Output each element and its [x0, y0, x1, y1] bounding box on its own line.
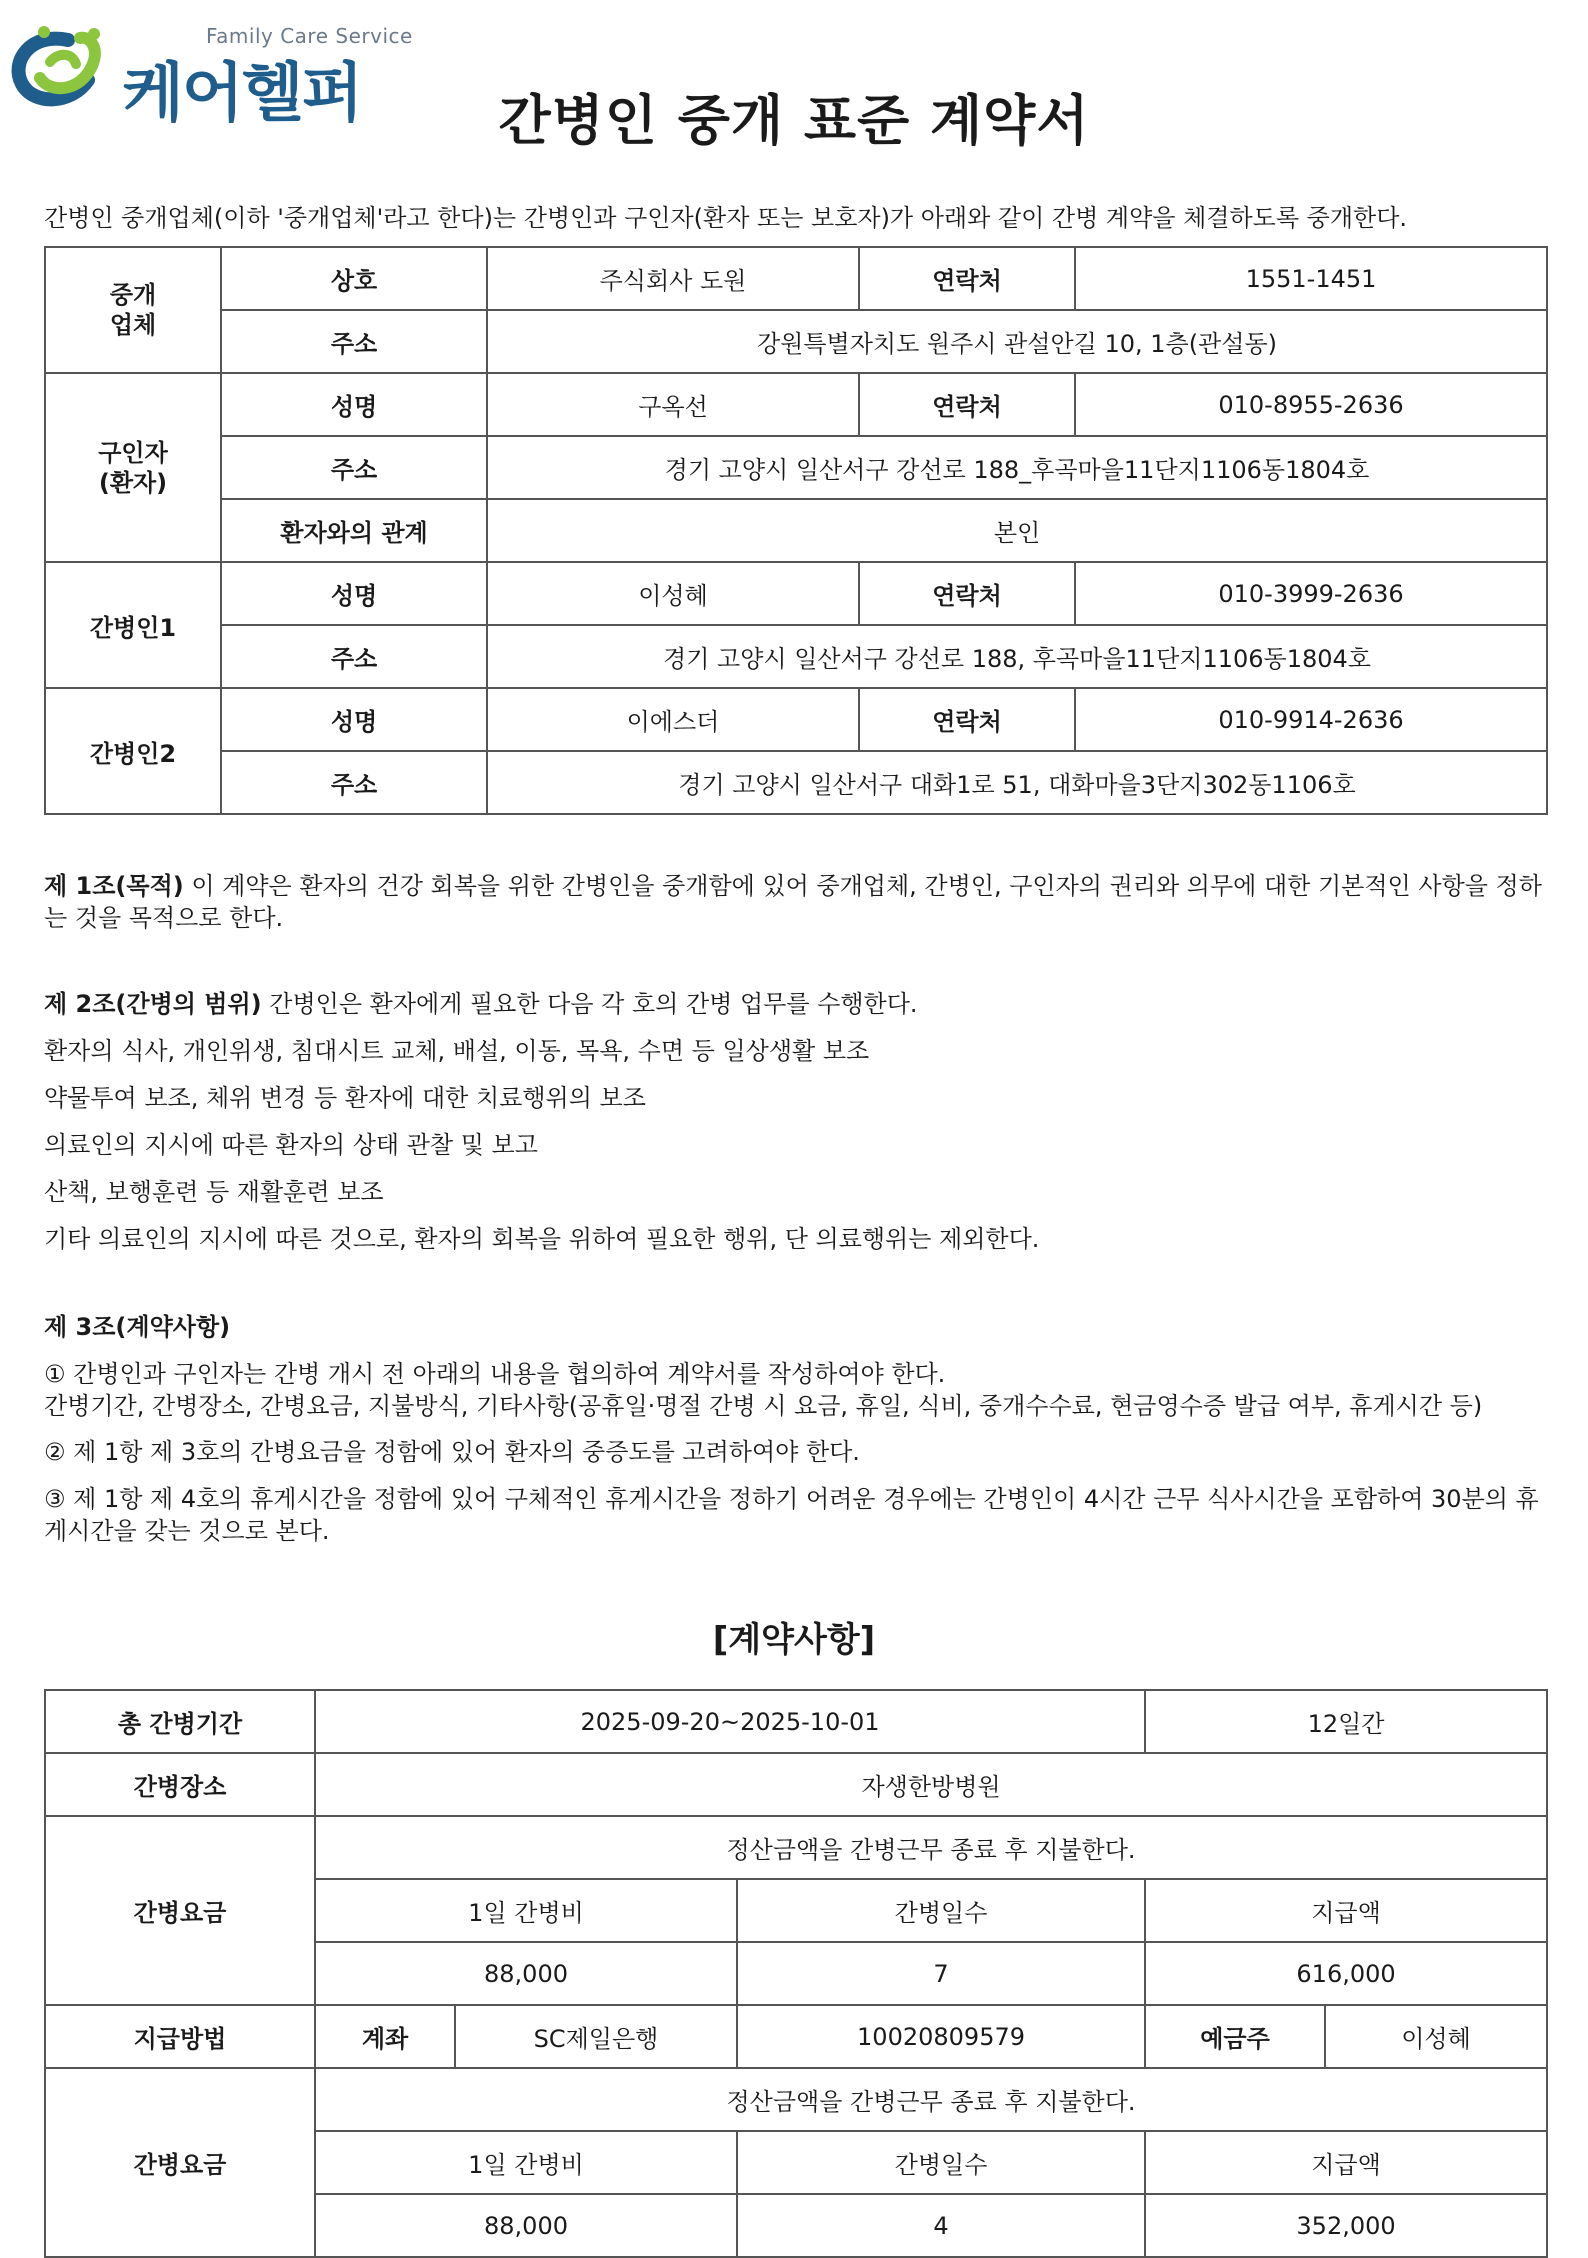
document-title: 간병인 중개 표준 계약서 — [498, 89, 1090, 152]
broker-name: 주식회사 도원 — [487, 247, 859, 310]
client-relation: 본인 — [487, 499, 1547, 562]
intro-text: 간병인 중개업체(이하 '중개업체'라고 한다)는 간병인과 구인자(환자 또는 보호자)가 아래와 같이 간병 계약을 체결하도록 중개한다. — [44, 204, 1408, 232]
place-label: 간병장소 — [45, 1753, 315, 1816]
article-2 — [44, 988, 1546, 1020]
article-3-para-3: ③ 제 1항 제 4호의 휴게시간을 정함에 있어 구체적인 휴게시간을 정하기 어려운 경우에는 간병인이 4시간 근무 식사시간을 포함하여 30분의 휴게시간을 갖는 것으로 본다. — [44, 1485, 1539, 1545]
article-2-item: 약물투여 보조, 체위 변경 등 환자에 대한 치료행위의 보조 — [44, 1084, 646, 1112]
parties-table — [44, 246, 1548, 815]
article-1-heading: 제 1조(목적) — [44, 872, 184, 900]
table-row — [45, 562, 1547, 625]
caregiver2-contact: 010-9914-2636 — [1075, 688, 1547, 751]
article-3-para-2: ② 제 1항 제 3호의 간병요금을 정함에 있어 환자의 중증도를 고려하여야 한다. — [44, 1438, 860, 1466]
article-3-para-1 — [44, 1358, 1546, 1422]
client-contact-label: 연락처 — [859, 373, 1075, 436]
article-2-heading: 제 2조(간병의 범위) — [44, 990, 262, 1018]
fee-daily: 88,000 — [315, 1942, 737, 2005]
fee2-amount: 352,000 — [1145, 2194, 1547, 2257]
article-3-para-1b: 간병기간, 간병장소, 간병요금, 지불방식, 기타사항(공휴일·명절 간병 시 요금, 휴일, 식비, 중개수수료, 현금영수증 발급 여부, 휴게시간 등) — [44, 1392, 1483, 1420]
fee2-days: 4 — [737, 2194, 1145, 2257]
article-2-item: 기타 의료인의 지시에 따른 것으로, 환자의 회복을 위하여 필요한 행위, 단 의료행위는 제외한다. — [44, 1225, 1040, 1253]
article-1 — [44, 870, 1546, 934]
brand-name: 케어헬퍼 — [122, 57, 362, 131]
broker-contact: 1551-1451 — [1075, 247, 1547, 310]
table-row — [45, 436, 1547, 499]
fee2-label: 간병요금 — [45, 2068, 315, 2257]
table-row — [45, 751, 1547, 814]
fee-label: 간병요금 — [45, 1816, 315, 2005]
caregiver1-address-label: 주소 — [221, 625, 487, 688]
table-row — [45, 1753, 1547, 1816]
table-row — [45, 2068, 1547, 2131]
client-name-label: 성명 — [221, 373, 487, 436]
fee2-col-daily: 1일 간병비 — [315, 2131, 737, 2194]
period-days: 12일간 — [1145, 1690, 1547, 1753]
client-address: 경기 고양시 일산서구 강선로 188_후곡마을11단지1106동1804호 — [487, 436, 1547, 499]
fee2-note: 정산금액을 간병근무 종료 후 지불한다. — [315, 2068, 1547, 2131]
caregiver1-label: 간병인1 — [45, 562, 221, 688]
article-3-heading — [44, 1311, 1546, 1343]
fee-col-days: 간병일수 — [737, 1879, 1145, 1942]
holder-label: 예금주 — [1145, 2005, 1325, 2068]
article-2-item: 의료인의 지시에 따른 환자의 상태 관찰 및 보고 — [44, 1131, 538, 1159]
caregiver2-address: 경기 고양시 일산서구 대화1로 51, 대화마을3단지302동1106호 — [487, 751, 1547, 814]
place-value: 자생한방병원 — [315, 1753, 1547, 1816]
table-row — [45, 247, 1547, 310]
holder-name: 이성혜 — [1325, 2005, 1547, 2068]
caregiver2-address-label: 주소 — [221, 751, 487, 814]
article-2-item: 산책, 보행훈련 등 재활훈련 보조 — [44, 1178, 384, 1206]
fee2-col-days: 간병일수 — [737, 2131, 1145, 2194]
table-row — [45, 373, 1547, 436]
broker-address-label: 주소 — [221, 310, 487, 373]
caregiver1-contact-label: 연락처 — [859, 562, 1075, 625]
broker-contact-label: 연락처 — [859, 247, 1075, 310]
fee2-col-amount: 지급액 — [1145, 2131, 1547, 2194]
account-label: 계좌 — [315, 2005, 455, 2068]
article-1-body: 이 계약은 환자의 건강 회복을 위한 간병인을 중개함에 있어 중개업체, 간병인, 구인자의 권리와 의무에 대한 기본적인 사항을 정하는 것을 목적으로 한다. — [44, 872, 1542, 932]
contract-section-title: [계약사항] — [712, 1620, 876, 1660]
fee-amount: 616,000 — [1145, 1942, 1547, 2005]
caregiver1-contact: 010-3999-2636 — [1075, 562, 1547, 625]
fee2-daily: 88,000 — [315, 2194, 737, 2257]
client-label: 구인자 (환자) — [45, 373, 221, 562]
broker-address: 강원특별자치도 원주시 관설안길 10, 1층(관설동) — [487, 310, 1547, 373]
fee-note: 정산금액을 간병근무 종료 후 지불한다. — [315, 1816, 1547, 1879]
account-number: 10020809579 — [737, 2005, 1145, 2068]
pay-method-label: 지급방법 — [45, 2005, 315, 2068]
caregiver2-name: 이에스더 — [487, 688, 859, 751]
fee-col-amount: 지급액 — [1145, 1879, 1547, 1942]
fee-col-daily: 1일 간병비 — [315, 1879, 737, 1942]
client-relation-label: 환자와의 관계 — [221, 499, 487, 562]
article-3-heading-text: 제 3조(계약사항) — [44, 1313, 231, 1341]
table-row — [45, 688, 1547, 751]
article-3-para-1a: ① 간병인과 구인자는 간병 개시 전 아래의 내용을 협의하여 계약서를 작성하여야 한다. — [44, 1360, 946, 1388]
fee-days: 7 — [737, 1942, 1145, 2005]
period-label: 총 간병기간 — [45, 1690, 315, 1753]
table-row — [45, 1690, 1547, 1753]
article-2-item: 환자의 식사, 개인위생, 침대시트 교체, 배설, 이동, 목욕, 수면 등 일상생활 보조 — [44, 1037, 870, 1065]
caregiver2-contact-label: 연락처 — [859, 688, 1075, 751]
caregiver1-address: 경기 고양시 일산서구 강선로 188, 후곡마을11단지1106동1804호 — [487, 625, 1547, 688]
table-row — [45, 499, 1547, 562]
brand-tagline: Family Care Service — [206, 24, 413, 48]
client-name: 구옥선 — [487, 373, 859, 436]
broker-label: 중개 업체 — [45, 247, 221, 373]
caregiver2-name-label: 성명 — [221, 688, 487, 751]
table-row — [45, 2005, 1547, 2068]
contract-table — [44, 1689, 1548, 2258]
table-row — [45, 1816, 1547, 1879]
caregiver2-label: 간병인2 — [45, 688, 221, 814]
bank-name: SC제일은행 — [455, 2005, 737, 2068]
caregiver1-name: 이성혜 — [487, 562, 859, 625]
broker-name-label: 상호 — [221, 247, 487, 310]
period-value: 2025-09-20~2025-10-01 — [315, 1690, 1145, 1753]
caregiver1-name-label: 성명 — [221, 562, 487, 625]
table-row — [45, 625, 1547, 688]
article-2-body: 간병인은 환자에게 필요한 다음 각 호의 간병 업무를 수행한다. — [261, 990, 918, 1018]
table-row — [45, 310, 1547, 373]
client-address-label: 주소 — [221, 436, 487, 499]
client-contact: 010-8955-2636 — [1075, 373, 1547, 436]
